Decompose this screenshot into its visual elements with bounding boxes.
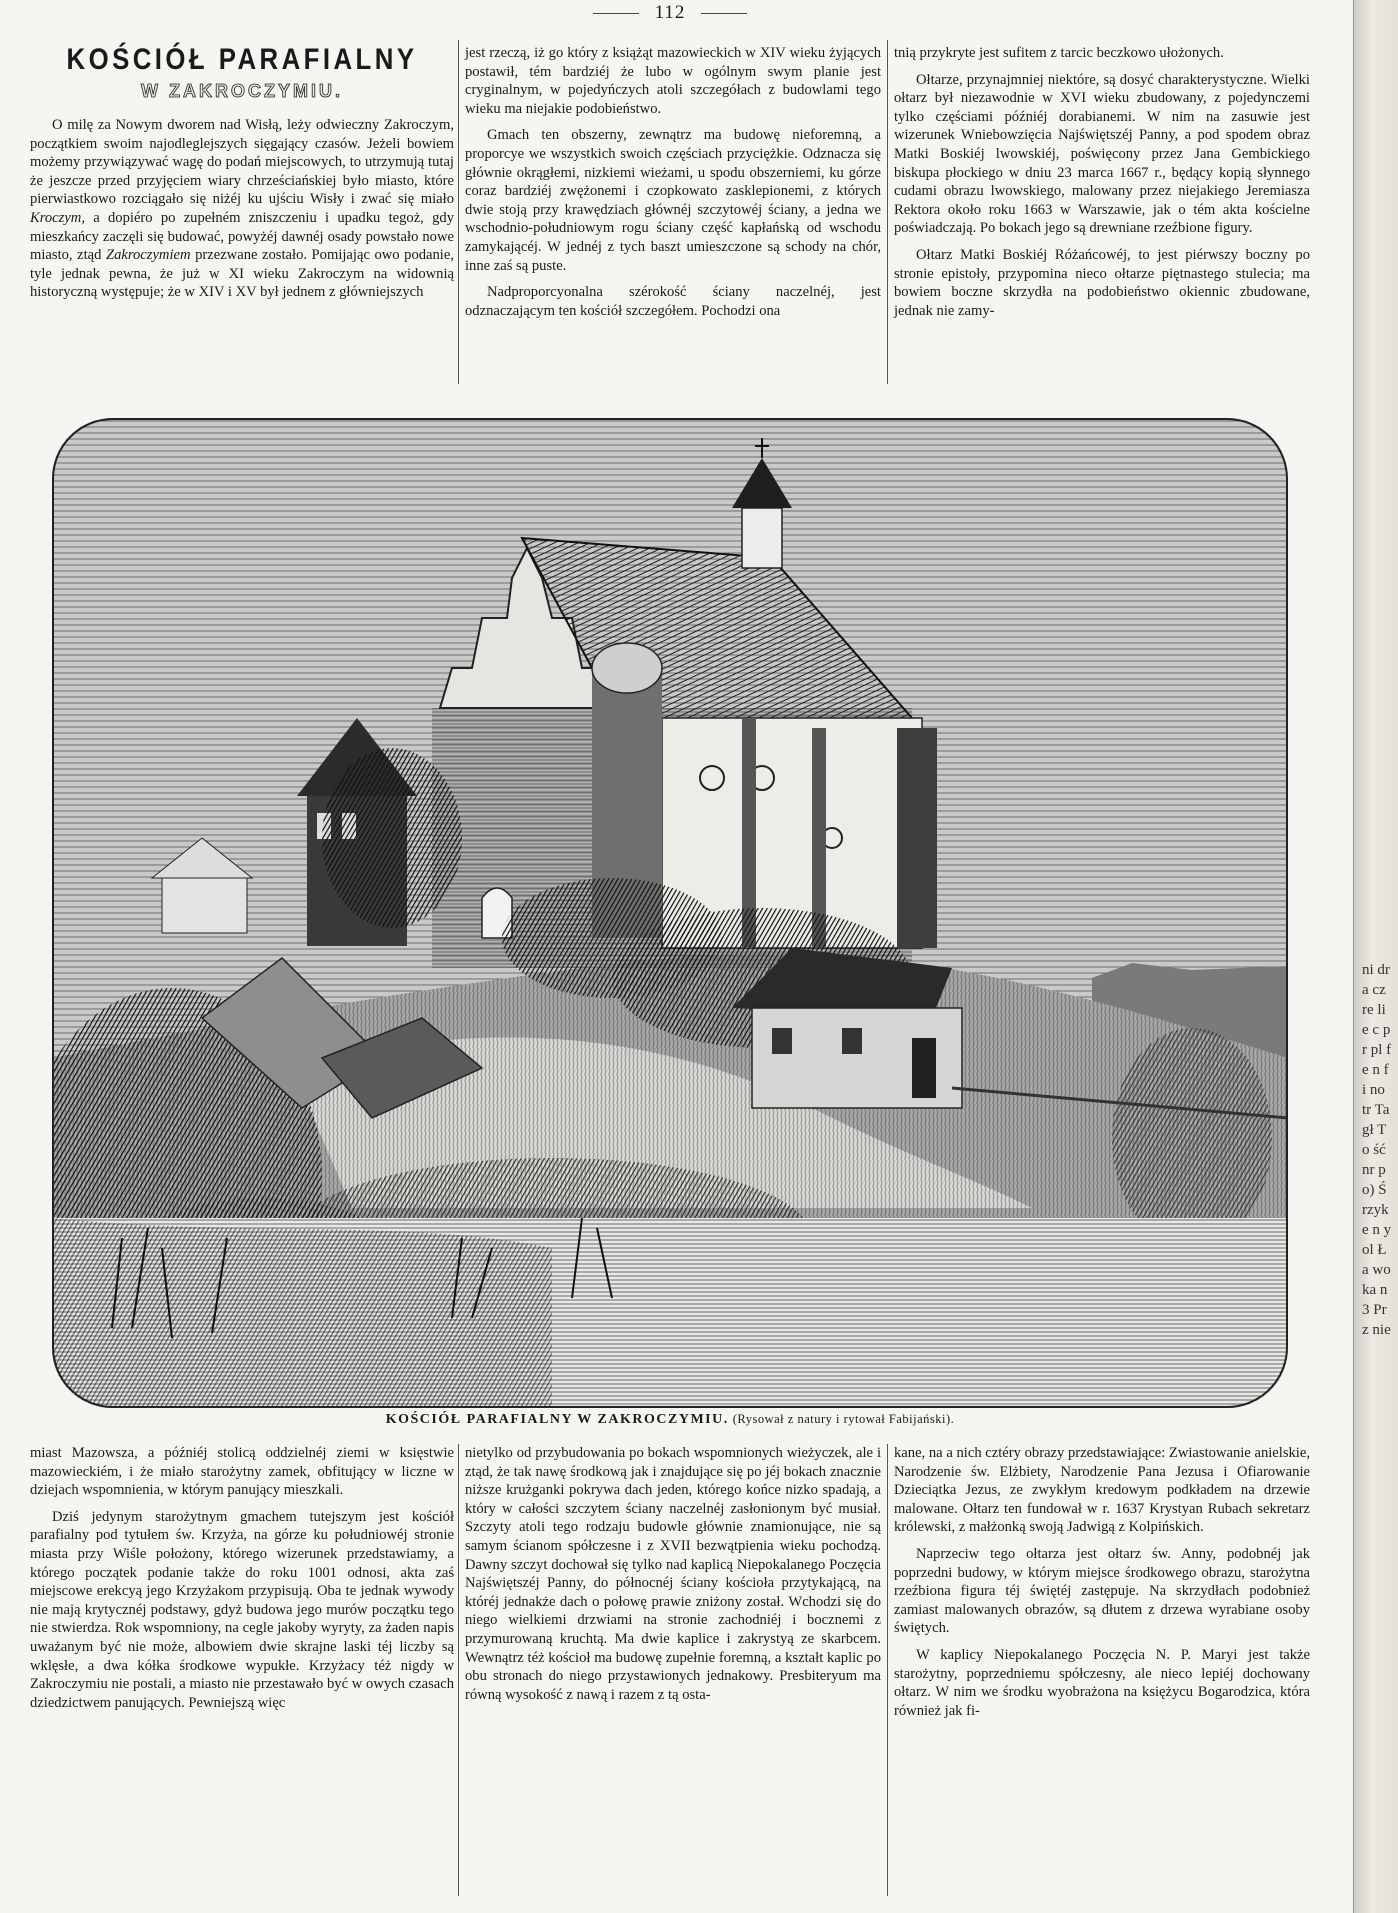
adjacent-page-edge	[1353, 0, 1398, 1913]
paragraph: Nadproporcyonalna szérokość ściany naczelnéj, jest odznaczającym ten kościół szczegółem. Pochodzi ona	[465, 284, 881, 319]
paragraph: miast Mazowsza, a późniéj stolicą oddzielnéj ziemi w księstwie mazowieckiém, i że miało starożytny zamek, obfitujący w liczne w dziejach wspomnienia, w którym panujący mieszkali.	[30, 1445, 454, 1499]
bottom-column-3	[894, 1444, 1310, 1720]
adjacent-page-text-fragment: ni dr a cz re lie c pr pl fe n fi no tr Ta gł To ść nr p o) Ś rzyk e n y ol Ła wo ka n 3 Prz nie	[1362, 962, 1392, 1338]
paragraph: Ołtarz Matki Boskiéj Różańcowéj, to jest piérwszy boczny po stronie epistoły, przypomina nieco ołtarze piętnastego stulecia; ma bowiem boczne skrzydła na podobieństwo okiennic zbudowane, jednak nie zamy-	[894, 246, 1310, 319]
paragraph: Dziś jedynym starożytnym gmachem tutejszym jest kościół parafialny pod tytułem św. Krzyża, na górze ku południowéj stronie miasta przy Wiśle położony, którego wizerunek przedstawiamy, a którego początek podanie także do roku 1001 odnosi, akta zaś miejscowe erekcyą jego Krzyżakom przypisują. Oba te jednak wywody nie mają krytycznéj podstawy, gdyż budowa jego murów początku tego nie stwierdza. Rok wspomniony, na cegle jakoby wyryty, za żaden napis uważanym być nie może, albowiem dwie skrajne laski téj liczby są wklęsłe, a dwa kółka środkowe wypukłe. Krzyżacy téż nigdy w Zakroczymiu nie postali, a miasto nie przestawało być w owych czasach dziedzictwem panujących. Pewniejszą więc	[30, 1508, 454, 1711]
caption-credit: (Rysował z natury i rytował Fabijański).	[732, 1412, 955, 1426]
paragraph: kane, na a nich cztéry obrazy przedstawiające: Zwiastowanie anielskie, Narodzenie św. Elżbiety, Narodzenie Pana Jezusa i Ofiarowanie Dzieciątka Jezus, ze zwykłym kredowym podkładem na drzewie malowane. Ołtarz ten fundował w r. 1637 Krystyan Rubach sekretarz królewski, z małżonką swoją Jadwigą z Kolpińskich.	[894, 1445, 1310, 1536]
paragraph: tnią przykryte jest sufitem z tarcic beczkowo ułożonych.	[894, 45, 1224, 61]
paragraph: O milę za Nowym dworem nad Wisłą, leży odwieczny Zakroczym, początkiem swoim najodleglejszych sięgający czasów. Jeżeli bowiem możemy przywiązywać wagę do podań miejscowych, to utrzymują tutaj że jeszcze przed przyjęciem wiary chrześciańskiej było miasto, które pierwiastkowo rozciągało się niżéj ku ujściu Wisły i zwać się miało Kroczym, a dopiéro po zupełném zniszczeniu i upadku tegoż, gdy mieszkańcy zaczęli się budować, powyżéj dawnéj osady powstało nowe miasto, ztąd Zakroczymiem przezwane zostało. Pomijając owo podanie, tyle jednak pewna, że już w XI wieku Zakroczym na widownią historyczną występuje; że w XIV i XV był jednem z główniejszych	[30, 117, 454, 301]
top-column-3	[894, 44, 1310, 320]
caption-title: KOŚCIÓŁ PARAFIALNY W ZAKROCZYMIU.	[385, 1412, 729, 1427]
column-rule	[887, 40, 888, 384]
paragraph: nietylko od przybudowania po bokach wspomnionych wieżyczek, ale i ztąd, że tak nawę środkową jak i znajdujące się po jéj bokach znacznie niższe krużganki pokrywa dach jeden, którego końce nizko spadają, a który w całości szczytem ściany naczelnéj zasłonionym być musiał. Szczyty atoli tego rodzaju budowle głównie znamionujące, nie są samym ścianom spółczesne i z XVII bezwątpienia wieku pochodzą. Dawny szczyt dochował się tylko nad kaplicą Niepokalanego Poczęcia Najświętszéj Panny, do północnéj ściany kościoła przytykającą, na któréj jednakże dach o połowę prawie zniżony został. Wchodzi się do niego wielkiemi drzwiami na stronie zachodniéj i bocznemi z przymurowaną kruchtą. Ma dwie kaplice i zakrystyą ze skarbcem. Wewnątrz téż kościoł ma budowę zupełnie foremną, a kształt kaplic po obu stronach do niego przystawionych jednakowy. Presbiteryum ma równą wysokość z nawą i razem z tą osta-	[465, 1445, 881, 1703]
bottom-column-2	[465, 1444, 881, 1704]
paragraph: Ołtarze, przynajmniej niektóre, są dosyć charakterystyczne. Wielki ołtarz był niezawodnie w XVI wieku zbudowany, z pojedynczemi tylko częściami późniéj dorabianemi. W nim na zasuwie jest wizerunek Wniebowzięcia Najświętszéj Panny, a pod spodem obraz Matki Boskiéj lwowskiéj, poświęcony przez Jana Gembickiego biskupa płockiego w dniu 23 marca 1667 r., będący kopią słynnego cudami obrazu lwowskiego, malowany przez niejakiego Jeremiasza Rektora około roku 1663 w Warszawie, jak o tém akta kościelne poświadczają. Po bokach jego są drewniane rzeźbione figury.	[894, 71, 1310, 237]
top-column-2	[465, 44, 881, 320]
paragraph: Naprzeciw tego ołtarza jest ołtarz św. Anny, podobnéj jak poprzedni budowy, w którym miejsce środkowego obrazu, starożytna rzeźbiona figura téj świętéj zastępuje. Na skrzydłach podobnież zamiast malowanych obrazów, są dłutem z drzewa wyrabiane osoby świętych.	[894, 1545, 1310, 1637]
column-rule	[887, 1444, 888, 1896]
article-subtitle: W ZAKROCZYMIU.	[141, 81, 343, 101]
bottom-column-1	[30, 1444, 454, 1712]
paragraph: W kaplicy Niepokalanego Poczęcia N. P. Maryi jest także starożytny, poprzedniemu spółczesny, ale nieco lepiéj dochowany ołtarz. W nim we środku wyobrażona na księżycu Bogarodzica, która również jak fi-	[894, 1646, 1310, 1719]
column-rule	[458, 1444, 459, 1896]
column-rule	[458, 40, 459, 384]
top-column-1	[30, 36, 454, 302]
paragraph: jest rzeczą, iż go który z książąt mazowieckich w XIV wieku żyjących postawił, tém bardziéj że lubo w ogólnym swym planie jest cryginalnym, w pojedyńczych atoli szczegółach z budowlami tego wieku ma niejakie podobieństwo.	[465, 45, 881, 117]
page-number: 112	[0, 2, 1340, 24]
article-title: KOŚCIÓŁ PARAFIALNY	[66, 43, 418, 76]
paragraph: Gmach ten obszerny, zewnątrz ma budowę nieforemną, a proporcye we wszystkich swoich częściach przyciężkie. Odznacza się głównie okrągłemi, nizkiemi wieżami, u spodu obszerniemi, ku górze coraz bardziéj zwężonemi i czopkowato zasklepionemi, z których dwie stoją przy krawędziach głównéj szczytowéj ściany, a jedna we wschodnio-południowym rogu ściany część kapłańską od wschodu zamykającéj. W jednéj z tych baszt umieszczone są schody na chór, inne zaś są puste.	[465, 127, 881, 274]
illustration-caption	[52, 1412, 1288, 1428]
church-engraving	[52, 418, 1288, 1408]
